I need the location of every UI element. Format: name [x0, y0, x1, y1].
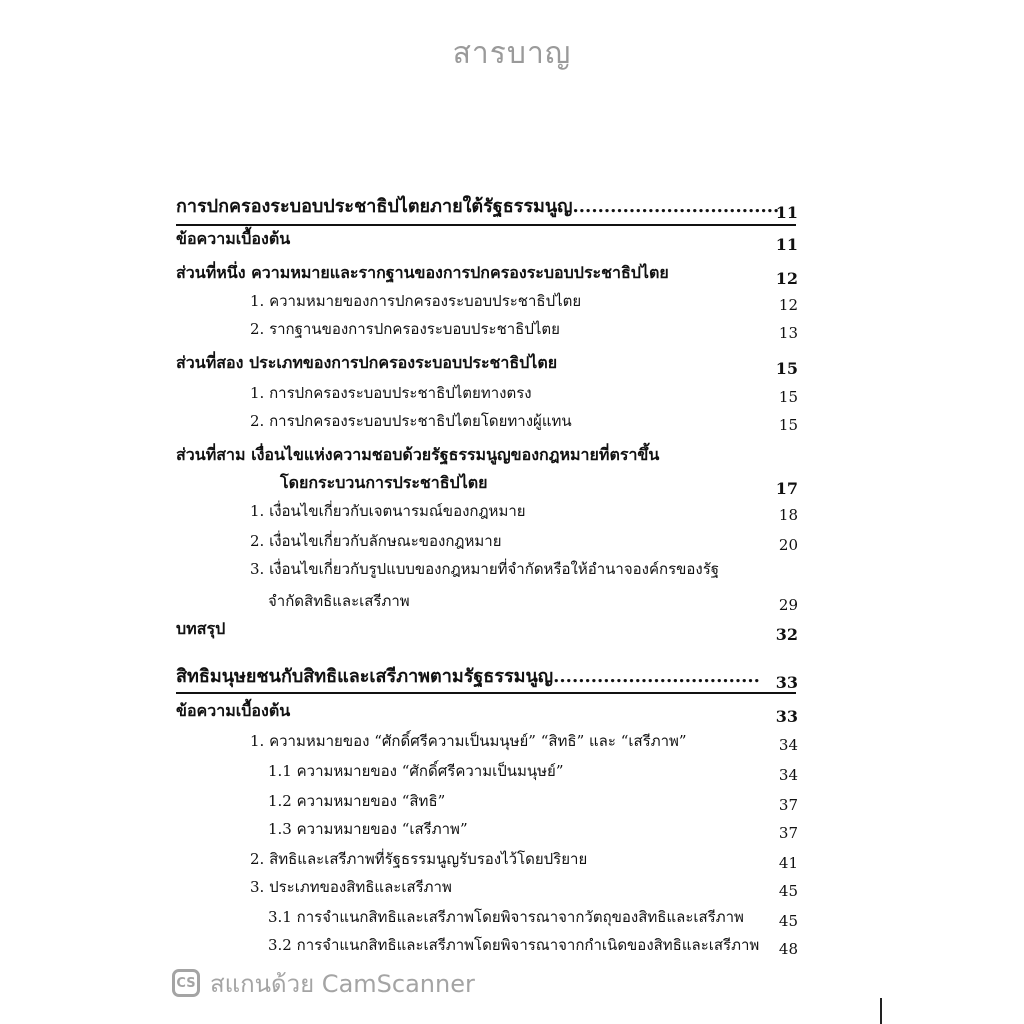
- toc-entry-title: 3.1 การจำแนกสิทธิและเสรีภาพโดยพิจารณาจากวัตถุของสิทธิและเสรีภาพ: [268, 908, 744, 926]
- page-edge-mark: [880, 998, 882, 1024]
- toc-entry: [0, 530, 1024, 560]
- toc-entry-page-number: 29: [778, 596, 798, 614]
- toc-entry-page-number: 20: [778, 536, 798, 554]
- toc-entry-title: 1.2 ความหมายของ “สิทธิ”: [268, 792, 446, 810]
- toc-entry-page-number: 18: [778, 506, 798, 524]
- toc-entry: [0, 558, 1024, 588]
- toc-entry: [0, 906, 1024, 936]
- toc-entry-page-number: 15: [775, 359, 798, 378]
- toc-entry: [0, 382, 1024, 412]
- toc-entry-title: โดยกระบวนการประชาธิปไตย: [280, 473, 488, 492]
- toc-entry-title: ส่วนที่สอง ประเภทของการปกครองระบอบประชาธิปไตย: [176, 353, 558, 372]
- toc-entry-page-number: 48: [778, 940, 798, 958]
- toc-entry: [0, 666, 1024, 696]
- toc-entry-page-number: 45: [778, 882, 798, 900]
- toc-entry-title: 3. เงื่อนไขเกี่ยวกับรูปแบบของกฎหมายที่จำกัดหรือให้อำนาจองค์กรของรัฐ: [250, 560, 720, 578]
- toc-entry-page-number: 13: [778, 324, 798, 342]
- toc-entry-page-number: 37: [778, 796, 798, 814]
- toc-entry-title: บทสรุป: [176, 619, 226, 638]
- toc-entry: [0, 876, 1024, 906]
- page-title: สารบาญ: [452, 36, 572, 71]
- toc-entry-title: 2. สิทธิและเสรีภาพที่รัฐธรรมนูญรับรองไว้โดยปริยาย: [250, 850, 588, 868]
- toc-entry-page-number: 41: [778, 854, 798, 872]
- toc-entry: [0, 590, 1024, 620]
- toc-entry-page-number: 15: [778, 416, 798, 434]
- toc-entry-title: 1. ความหมายของการปกครองระบอบประชาธิปไตย: [250, 292, 582, 310]
- toc-entry-page-number: 33: [775, 707, 798, 726]
- toc-entry: [0, 318, 1024, 348]
- toc-entry-title: 1.1 ความหมายของ “ศักดิ์ศรีความเป็นมนุษย์”: [268, 762, 564, 780]
- toc-entry: [0, 500, 1024, 530]
- toc-entry-title: 1. เงื่อนไขเกี่ยวกับเจตนารมณ์ของกฎหมาย: [250, 502, 526, 520]
- toc-entry: [0, 290, 1024, 320]
- toc-entry-title: 3. ประเภทของสิทธิและเสรีภาพ: [250, 878, 452, 896]
- toc-entry-title: 2. การปกครองระบอบประชาธิปไตยโดยทางผู้แทน: [250, 412, 572, 430]
- watermark-text: สแกนด้วย CamScanner: [210, 969, 475, 998]
- toc-entry: [0, 818, 1024, 848]
- toc-entry: [0, 934, 1024, 964]
- toc-entry-title: 1. ความหมายของ “ศักดิ์ศรีความเป็นมนุษย์” “สิทธิ” และ “เสรีภาพ”: [250, 732, 687, 750]
- toc-entry: [0, 444, 1024, 474]
- toc-entry-page-number: 34: [778, 766, 798, 784]
- toc-entry-title: ข้อความเบื้องต้น: [176, 229, 291, 248]
- toc-entry-page-number: 12: [778, 296, 798, 314]
- toc-entry-title: สิทธิมนุษยชนกับสิทธิและเสรีภาพตามรัฐธรรมนูญ.................................: [176, 666, 760, 687]
- toc-entry-page-number: 32: [775, 625, 798, 644]
- toc-entry-page-number: 34: [778, 736, 798, 754]
- toc-entry-title: 1.3 ความหมายของ “เสรีภาพ”: [268, 820, 468, 838]
- toc-entry: [0, 228, 1024, 258]
- toc-entry-page-number: 11: [775, 235, 798, 254]
- toc-entry-page-number: 15: [778, 388, 798, 406]
- toc-entry: [0, 700, 1024, 730]
- toc-entry-page-number: 33: [775, 673, 798, 692]
- toc-entry-title: 2. รากฐานของการปกครองระบอบประชาธิปไตย: [250, 320, 560, 338]
- toc-entry-title: การปกครองระบอบประชาธิปไตยภายใต้รัฐธรรมนูญ.................................: [176, 196, 780, 217]
- toc-entry: [0, 196, 1024, 226]
- toc-entry: [0, 790, 1024, 820]
- toc-entry-title: 2. เงื่อนไขเกี่ยวกับลักษณะของกฎหมาย: [250, 532, 502, 550]
- toc-entry-page-number: 17: [775, 479, 798, 498]
- toc-entry-title: ส่วนที่สาม เงื่อนไขแห่งความชอบด้วยรัฐธรรมนูญของกฎหมายที่ตราขึ้น: [176, 445, 660, 464]
- toc-entry-page-number: 45: [778, 912, 798, 930]
- toc-entry: [0, 618, 1024, 648]
- toc-entry-title: ส่วนที่หนึ่ง ความหมายและรากฐานของการปกครองระบอบประชาธิปไตย: [176, 263, 669, 282]
- toc-entry-page-number: 11: [775, 203, 798, 222]
- camscanner-logo-icon: CS: [172, 969, 200, 997]
- toc-entry-title: ข้อความเบื้องต้น: [176, 701, 291, 720]
- toc-entry: [0, 760, 1024, 790]
- toc-entry-title: 1. การปกครองระบอบประชาธิปไตยทางตรง: [250, 384, 532, 402]
- toc-entry-title: 3.2 การจำแนกสิทธิและเสรีภาพโดยพิจารณาจากกำเนิดของสิทธิและเสรีภาพ: [268, 936, 760, 954]
- toc-entry: [0, 472, 1024, 502]
- toc-entry: [0, 730, 1024, 760]
- toc-entry-page-number: 12: [775, 269, 798, 288]
- toc-entry: [0, 352, 1024, 382]
- toc-entry-title: จำกัดสิทธิและเสรีภาพ: [268, 592, 410, 610]
- toc-entry-page-number: 37: [778, 824, 798, 842]
- toc-entry: [0, 848, 1024, 878]
- toc-entry: [0, 262, 1024, 292]
- camscanner-watermark: [172, 964, 475, 1002]
- toc-entry: [0, 410, 1024, 440]
